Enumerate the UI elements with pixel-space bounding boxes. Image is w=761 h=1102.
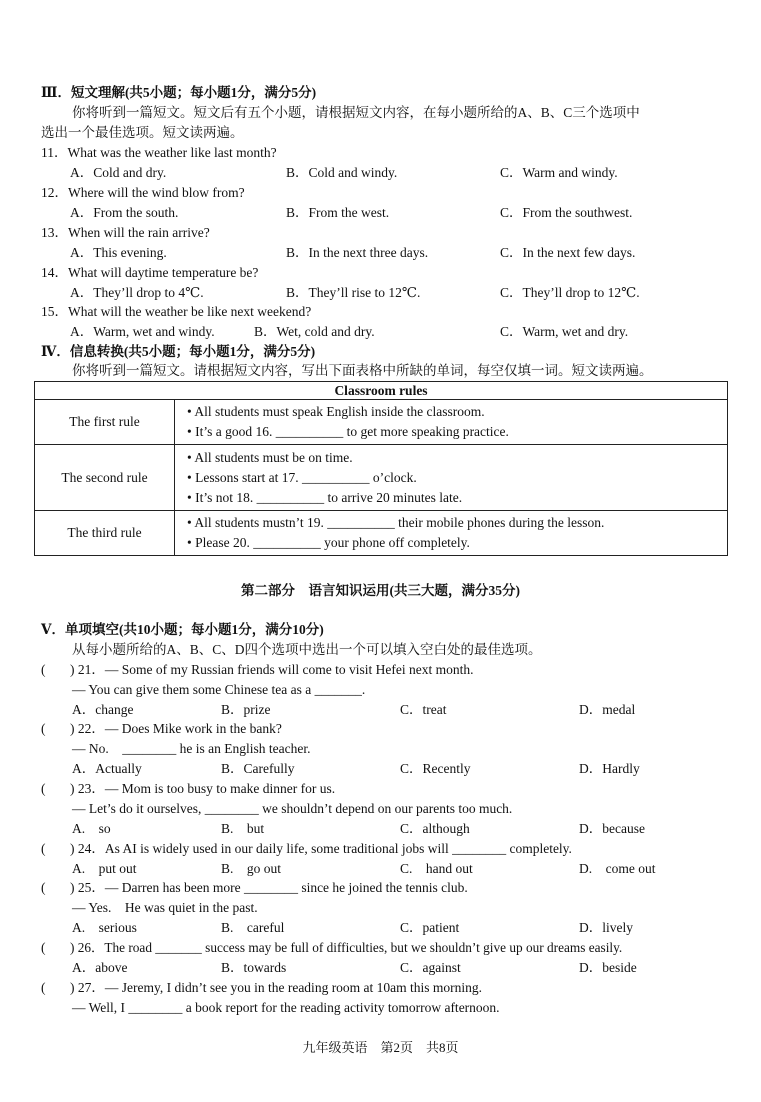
rule-line: • It’s a good 16. __________ to get more speaking practice. — [187, 424, 509, 439]
option-c: C．against — [400, 960, 461, 975]
option-d: D．because — [579, 821, 645, 836]
option-d: D．Hardly — [579, 761, 640, 776]
option-c: C．although — [400, 821, 470, 836]
rule-label: The first rule — [35, 400, 175, 445]
option-b: B．They’ll rise to 12℃. — [286, 285, 421, 300]
question-stem: 14．What will daytime temperature be? — [41, 265, 259, 280]
rule-line: • Lessons start at 17. __________ o’clock. — [187, 469, 417, 485]
option-b: B. but — [221, 821, 265, 836]
rule-line: • It’s not 18. __________ to arrive 20 minutes late. — [187, 489, 463, 505]
question-stem: ) 22．— Does Mike work in the bank? — [70, 721, 282, 736]
option-d: D．medal — [579, 702, 636, 717]
answer-paren: ( — [41, 721, 46, 736]
option-a: A．above — [72, 960, 128, 975]
option-a: A．Actually — [72, 761, 142, 776]
section3-heading: Ⅲ．短文理解(共5小题；每小题1分，满分5分) — [41, 85, 317, 100]
option-b: B. go out — [221, 861, 282, 876]
table-title: Classroom rules — [35, 382, 728, 400]
option-c: C. hand out — [400, 861, 473, 876]
rule-line: • All students mustn’t 19. __________ their mobile phones during the lesson. — [187, 515, 605, 530]
section3-instruction: 你将听到一篇短文。短文后有五个小题，请根据短文内容，在每小题所给的A、B、C三个选项中 — [72, 105, 640, 120]
option-c: C．They’ll drop to 12℃. — [500, 285, 640, 300]
answer-paren: ( — [41, 940, 46, 955]
option-a: A．Warm, wet and windy. — [70, 324, 215, 339]
option-c: C．Recently — [400, 761, 471, 776]
option-a: A. serious — [72, 920, 137, 935]
option-a: A．change — [72, 702, 134, 717]
rule-label: The third rule — [35, 511, 175, 556]
option-c: C．patient — [400, 920, 460, 935]
question-line2: — Yes. He was quiet in the past. — [72, 900, 258, 915]
option-d: D. come out — [579, 861, 656, 876]
answer-paren: ( — [41, 781, 46, 796]
option-c: C．treat — [400, 702, 447, 717]
part2-title: 第二部分 语言知识运用(共三大题，满分35分) — [241, 583, 520, 598]
section5-instruction: 从每小题所给的A、B、C、D四个选项中选出一个可以填入空白处的最佳选项。 — [72, 642, 542, 657]
answer-paren: ( — [41, 662, 46, 677]
section5-heading: Ⅴ．单项填空(共10小题；每小题1分，满分10分) — [41, 622, 324, 637]
question-stem: ) 26．The road _______ success may be full of difficulties, but we shouldn’t give up our dreams easily. — [70, 940, 623, 955]
option-b: B．Carefully — [221, 761, 295, 776]
option-a: A．Cold and dry. — [70, 165, 167, 180]
question-line2: — You can give them some Chinese tea as a _______. — [72, 682, 366, 697]
page-footer: 九年级英语 第2页 共8页 — [302, 1040, 459, 1055]
rule-body — [175, 511, 728, 556]
answer-paren: ( — [41, 980, 46, 995]
option-b: B．prize — [221, 702, 271, 717]
question-stem: 15．What will the weather be like next weekend? — [41, 304, 312, 319]
option-c: C．From the southwest. — [500, 205, 633, 220]
rule-line: • All students must speak English inside the classroom. — [187, 404, 485, 419]
question-stem: 12．Where will the wind blow from? — [41, 185, 245, 200]
answer-paren: ( — [41, 841, 46, 856]
rule-line: • All students must be on time. — [187, 449, 353, 465]
question-stem: ) 25．— Darren has been more ________ since he joined the tennis club. — [70, 880, 468, 895]
question-stem: 13．When will the rain arrive? — [41, 225, 210, 240]
answer-paren: ( — [41, 880, 46, 895]
rule-body — [175, 400, 728, 445]
option-b: B．Wet, cold and dry. — [254, 324, 375, 339]
option-b: B．towards — [221, 960, 287, 975]
question-line2: — No. ________ he is an English teacher. — [72, 741, 311, 756]
classroom-rules-table — [34, 381, 728, 556]
option-b: B．In the next three days. — [286, 245, 429, 260]
question-stem: ) 24．As AI is widely used in our daily life, some traditional jobs will ________ completely. — [70, 841, 572, 856]
option-b: B．Cold and windy. — [286, 165, 398, 180]
question-stem: ) 21．— Some of my Russian friends will come to visit Hefei next month. — [70, 662, 474, 677]
option-a: A. so — [72, 821, 111, 836]
option-a: A．They’ll drop to 4℃. — [70, 285, 204, 300]
rule-body — [175, 445, 728, 511]
option-c: C．In the next few days. — [500, 245, 636, 260]
option-a: A．This evening. — [70, 245, 167, 260]
question-stem: 11．What was the weather like last month? — [41, 145, 277, 160]
section3-instruction-cont: 选出一个最佳选项。短文读两遍。 — [41, 125, 244, 140]
question-stem: ) 27．— Jeremy, I didn’t see you in the reading room at 10am this morning. — [70, 980, 483, 995]
question-stem: ) 23．— Mom is too busy to make dinner for us. — [70, 781, 336, 796]
rule-line: • Please 20. __________ your phone off completely. — [187, 535, 470, 550]
section4-heading: Ⅳ．信息转换(共5小题；每小题1分，满分5分) — [41, 344, 316, 359]
question-line2: — Let’s do it ourselves, ________ we shouldn’t depend on our parents too much. — [72, 801, 513, 816]
option-c: C．Warm and windy. — [500, 165, 618, 180]
option-a: A．From the south. — [70, 205, 179, 220]
option-b: B．From the west. — [286, 205, 390, 220]
option-a: A. put out — [72, 861, 137, 876]
section4-instruction: 你将听到一篇短文。请根据短文内容，写出下面表格中所缺的单词，每空仅填一词。短文读两遍。 — [72, 363, 653, 378]
question-line2: — Well, I ________ a book report for the reading activity tomorrow afternoon. — [72, 1000, 500, 1015]
option-d: D．beside — [579, 960, 637, 975]
option-d: D．lively — [579, 920, 633, 935]
option-b: B. careful — [221, 920, 285, 935]
option-c: C．Warm, wet and dry. — [500, 324, 629, 339]
rule-label: The second rule — [35, 445, 175, 511]
